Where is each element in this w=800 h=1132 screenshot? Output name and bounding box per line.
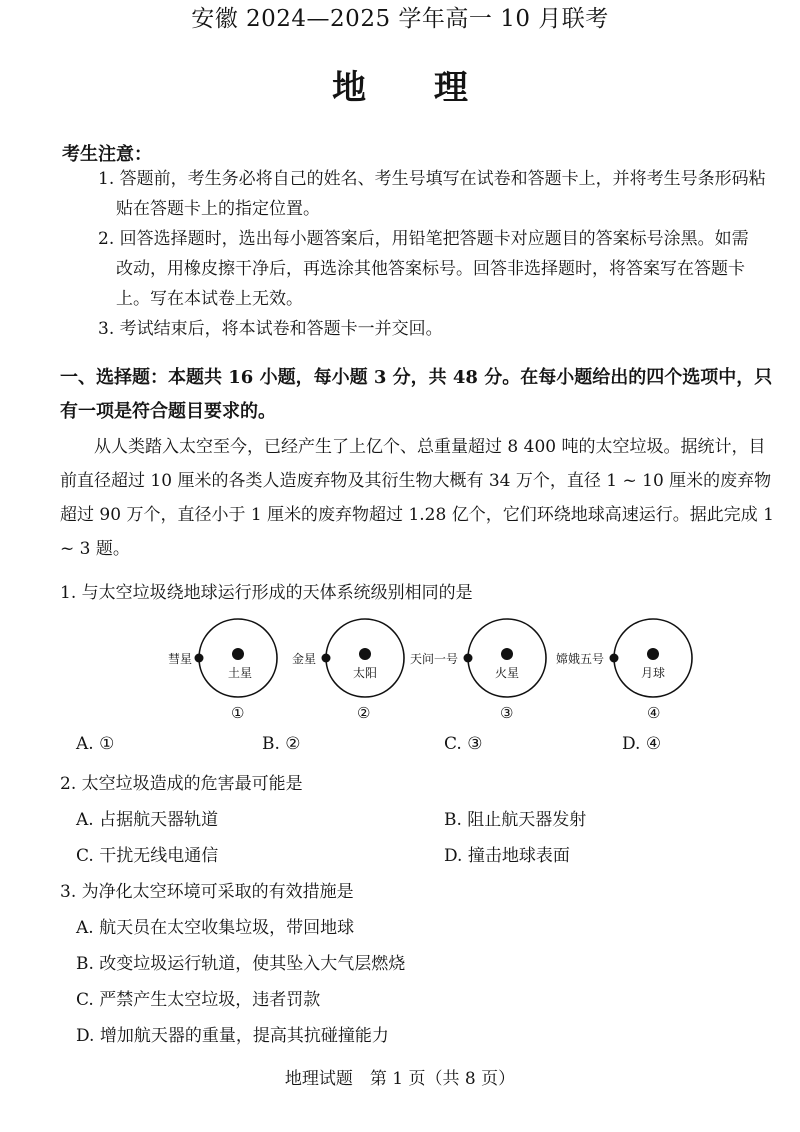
q1-option-c[interactable]: C. ③ [444, 734, 483, 754]
section-1-heading: 一、选择题：本题共 16 小题，每小题 3 分，共 48 分。在每小题给出的四个选项中，只有一项是符合题目要求的。 [60, 367, 773, 422]
notice-item-2-line-3: 上。写在本试卷上无效。 [116, 289, 303, 309]
central-body-dot [359, 648, 371, 660]
q3-option-a[interactable]: A. 航天员在太空收集垃圾，带回地球 [76, 918, 355, 938]
orbiting-body-dot [322, 654, 331, 663]
diagram-2-center-label: 太阳 [353, 666, 378, 680]
notice-item-1 [98, 164, 788, 194]
notice-item-1-line-1: 1. 答题前，考生务必将自己的姓名、考生号填写在试卷和答题卡上，并将考生号条形码粘 [98, 169, 766, 189]
diagram-1-number: ① [231, 704, 245, 722]
q3-option-b[interactable]: B. 改变垃圾运行轨道，使其坠入大气层燃烧 [76, 954, 406, 974]
notice-item-2-cont [116, 254, 786, 314]
notice-item-1-cont [116, 194, 786, 224]
notice-item-2-line-2: 改动，用橡皮擦干净后，再选涂其他答案标号。回答非选择题时，将答案写在答题卡 [116, 259, 745, 279]
q1-option-a[interactable]: A. ① [76, 734, 115, 754]
diagram-1 [168, 619, 277, 722]
celestial-system-diagrams [160, 612, 720, 727]
diagram-3-number: ③ [500, 704, 514, 722]
exam-title: 安徽 2024—2025 学年高一 10 月联考 [191, 6, 609, 32]
q2-option-d[interactable]: D. 撞击地球表面 [444, 846, 570, 866]
diagram-2-outer-label: 金星 [292, 652, 317, 666]
diagram-4 [556, 619, 692, 722]
central-body-dot [232, 648, 244, 660]
notice-item-2-line-1: 2. 回答选择题时，选出每小题答案后，用铅笔把答题卡对应题目的答案标号涂黑。如需 [98, 229, 749, 249]
notice-item-3 [98, 314, 788, 344]
notice-item-1-line-2: 贴在答题卡上的指定位置。 [116, 199, 320, 219]
q3-option-d[interactable]: D. 增加航天器的重量，提高其抗碰撞能力 [76, 1026, 389, 1046]
notice-item-3-line-1: 3. 考试结束后，将本试卷和答题卡一并交回。 [98, 319, 443, 339]
q2-option-b[interactable]: B. 阻止航天器发射 [444, 810, 587, 830]
reading-passage: 从人类踏入太空至今，已经产生了上亿个、总重量超过 8 400 吨的太空垃圾。据统计，目前直径超过 10 厘米的各类人造废弃物及其衍生物大概有 34 万个，直径 1 ~ 10 厘米的废弃物超过 90 万个，直径小于 1 厘米的废弃物超过 1.28 亿个，它们环绕地球高速运行。据此完成 1 ~ 3 题。 [60, 437, 774, 559]
central-body-dot [647, 648, 659, 660]
q2-option-a[interactable]: A. 占据航天器轨道 [76, 810, 219, 830]
diagram-1-outer-label: 彗星 [168, 652, 193, 666]
question-1-stem: 1. 与太空垃圾绕地球运行形成的天体系统级别相同的是 [60, 583, 473, 603]
diagram-2 [292, 619, 404, 722]
notice-heading: 考生注意： [62, 144, 152, 165]
q1-option-d[interactable]: D. ④ [622, 734, 662, 754]
notice-item-2 [98, 224, 788, 254]
q1-option-b[interactable]: B. ② [262, 734, 301, 754]
diagram-4-center-label: 月球 [641, 666, 666, 680]
q2-option-c[interactable]: C. 干扰无线电通信 [76, 846, 219, 866]
question-3-stem: 3. 为净化太空环境可采取的有效措施是 [60, 882, 354, 902]
central-body-dot [501, 648, 513, 660]
orbiting-body-dot [195, 654, 204, 663]
diagram-3-center-label: 火星 [495, 666, 520, 680]
question-2-stem: 2. 太空垃圾造成的危害最可能是 [60, 774, 303, 794]
diagram-4-outer-label: 嫦娥五号 [556, 652, 605, 666]
diagram-2-number: ② [357, 704, 371, 722]
diagram-3-outer-label: 天问一号 [410, 652, 459, 666]
page-footer: 地理试题 第 1 页（共 8 页） [284, 1069, 516, 1089]
diagram-3 [410, 619, 546, 722]
subject-title: 地 理 [332, 68, 496, 108]
diagram-4-number: ④ [647, 704, 661, 722]
diagram-1-center-label: 土星 [228, 666, 253, 680]
orbiting-body-dot [464, 654, 473, 663]
q3-option-c[interactable]: C. 严禁产生太空垃圾，违者罚款 [76, 990, 321, 1010]
orbiting-body-dot [610, 654, 619, 663]
